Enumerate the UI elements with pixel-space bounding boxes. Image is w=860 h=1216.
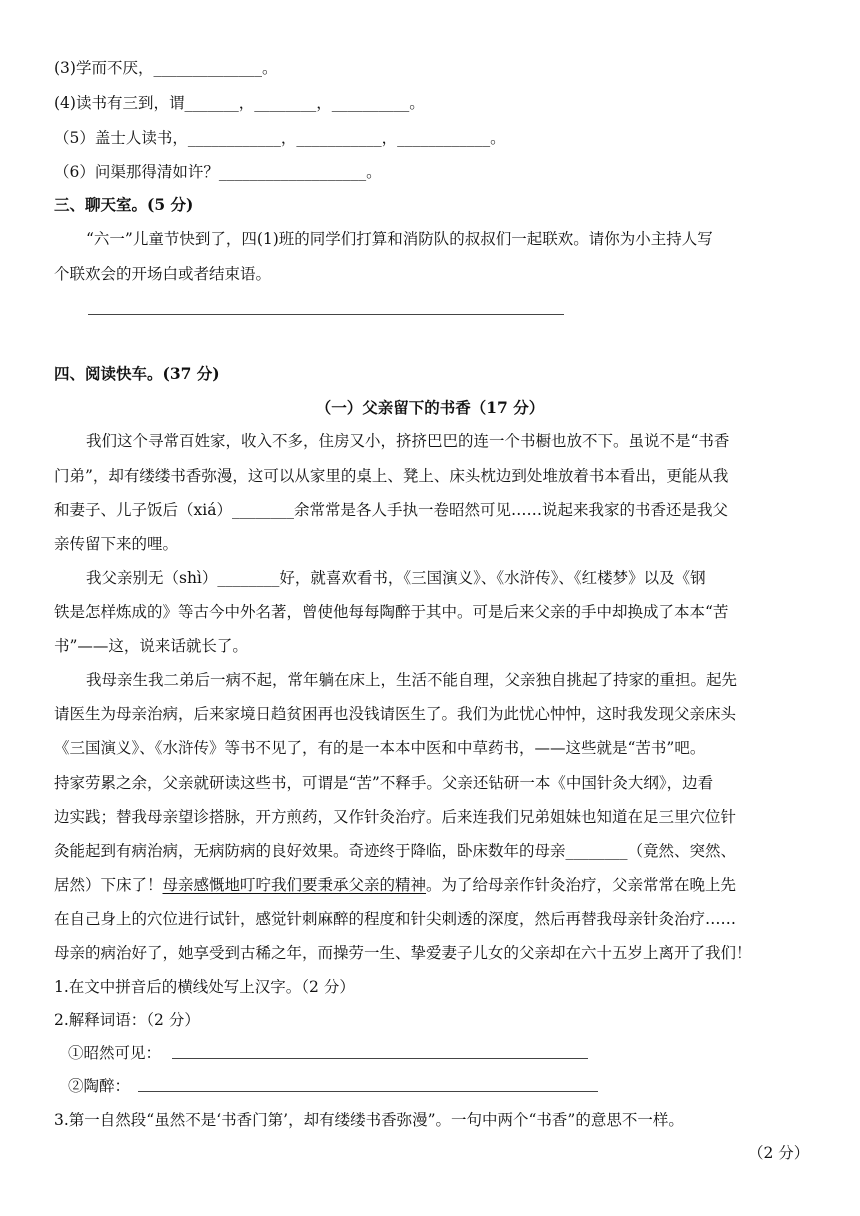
section3-heading: 三、聊天室。(5 分)	[54, 195, 194, 214]
passage-p3-line5: 边实践；替我母亲望诊搭脉，开方煎药，又作针灸治疗。后来连我们兄弟姐妹也知道在足三里穴位针	[54, 808, 737, 826]
passage-p3-line7-end: 。为了给母亲作针灸治疗，父亲常常在晚上先	[426, 876, 737, 894]
passage-p2-line2: 铁是怎样炼成的》等古今中外名著，曾使他每每陶醉于其中。可是后来父亲的手中却换成了本本“苦	[54, 603, 729, 621]
passage-p3-line7-start: 居然）下床了！	[54, 876, 163, 894]
passage-p3-line3: 《三国演义》、《水浒传》等书不见了，有的是一本本中医和中草药书，——这些就是“苦书”吧。	[54, 739, 706, 757]
passage-p2-line1: 我父亲别无（shì）________好，就喜欢看书，《三国演义》、《水浒传》、《红楼梦》以及《钢	[86, 569, 706, 587]
passage-p3-line7	[54, 875, 736, 895]
question-3-score: （2 分）	[748, 1144, 810, 1162]
passage-p3-line2: 请医生为母亲治病，后来家境日趋贫困再也没钱请医生了。我们为此忧心忡忡，这时我发现父亲床头	[54, 705, 737, 723]
fill-blank-3: (3)学而不厌，______________。	[54, 59, 278, 77]
question-2a-label: ①昭然可见：	[68, 1044, 162, 1062]
passage-p3-line9: 母亲的病治好了，她享受到古稀之年，而操劳一生、挚爱妻子儿女的父亲却在六十五岁上离开了我们！	[54, 944, 752, 962]
passage-p1-line2: 门弟”，却有缕缕书香弥漫，这可以从家里的桌上、凳上、床头枕边到处堆放着书本看出，更能从我	[54, 467, 729, 485]
section4-heading: 四、阅读快车。(37 分)	[54, 364, 220, 383]
question-2b-label: ②陶醉：	[68, 1077, 131, 1095]
fill-blank-6: （6）问渠那得清如许？___________________。	[54, 163, 382, 181]
passage-title: （一）父亲留下的书香（17 分）	[315, 398, 545, 417]
underlined-sentence: 母亲感慨地叮咛我们要秉承父亲的精神	[162, 876, 427, 894]
passage-p1-line1: 我们这个寻常百姓家，收入不多，住房又小，挤挤巴巴的连一个书橱也放不下。虽说不是“书香	[86, 432, 730, 450]
section3-answer-line	[88, 314, 564, 315]
passage-p3-line6: 灸能起到有病治病，无病防病的良好效果。奇迹终于降临，卧床数年的母亲________（竟然、突然、	[54, 842, 737, 860]
question-3: 3.第一自然段“虽然不是‘书香门第’，却有缕缕书香弥漫”。一句中两个“书香”的意思不一样。	[54, 1111, 684, 1129]
fill-blank-4: (4)读书有三到，谓_______，________，__________。	[54, 94, 425, 112]
question-2a-answer-line	[172, 1058, 588, 1059]
passage-p2-line3: 书”——这，说来话就长了。	[54, 637, 248, 655]
passage-p1-line4: 亲传留下来的哩。	[54, 535, 179, 553]
passage-p3-line8: 在自己身上的穴位进行试针，感觉针刺麻醉的程度和针尖刺透的深度，然后再替我母亲针灸治疗……	[54, 910, 737, 928]
section3-prompt-line1: “六一”儿童节快到了，四(1)班的同学们打算和消防队的叔叔们一起联欢。请你为小主持人写	[86, 230, 713, 248]
question-2b-answer-line	[138, 1091, 598, 1092]
fill-blank-5: （5）盖士人读书，____________，___________，____________。	[54, 129, 506, 147]
passage-p1-line3: 和妻子、儿子饭后（xiá）________余常常是各人手执一卷昭然可见……说起来我家的书香还是我父	[54, 501, 728, 519]
passage-p3-line1: 我母亲生我二弟后一病不起，常年躺在床上，生活不能自理，父亲独自挑起了持家的重担。起先	[86, 671, 738, 689]
section3-prompt-line2: 个联欢会的开场白或者结束语。	[54, 265, 272, 283]
question-1: 1.在文中拼音后的横线处写上汉字。（2 分）	[54, 978, 355, 996]
passage-p3-line4: 持家劳累之余，父亲就研读这些书，可谓是“苦”不释手。父亲还钻研一本《中国针灸大纲》，边看	[54, 774, 714, 792]
question-2: 2.解释词语：（2 分）	[54, 1011, 200, 1029]
